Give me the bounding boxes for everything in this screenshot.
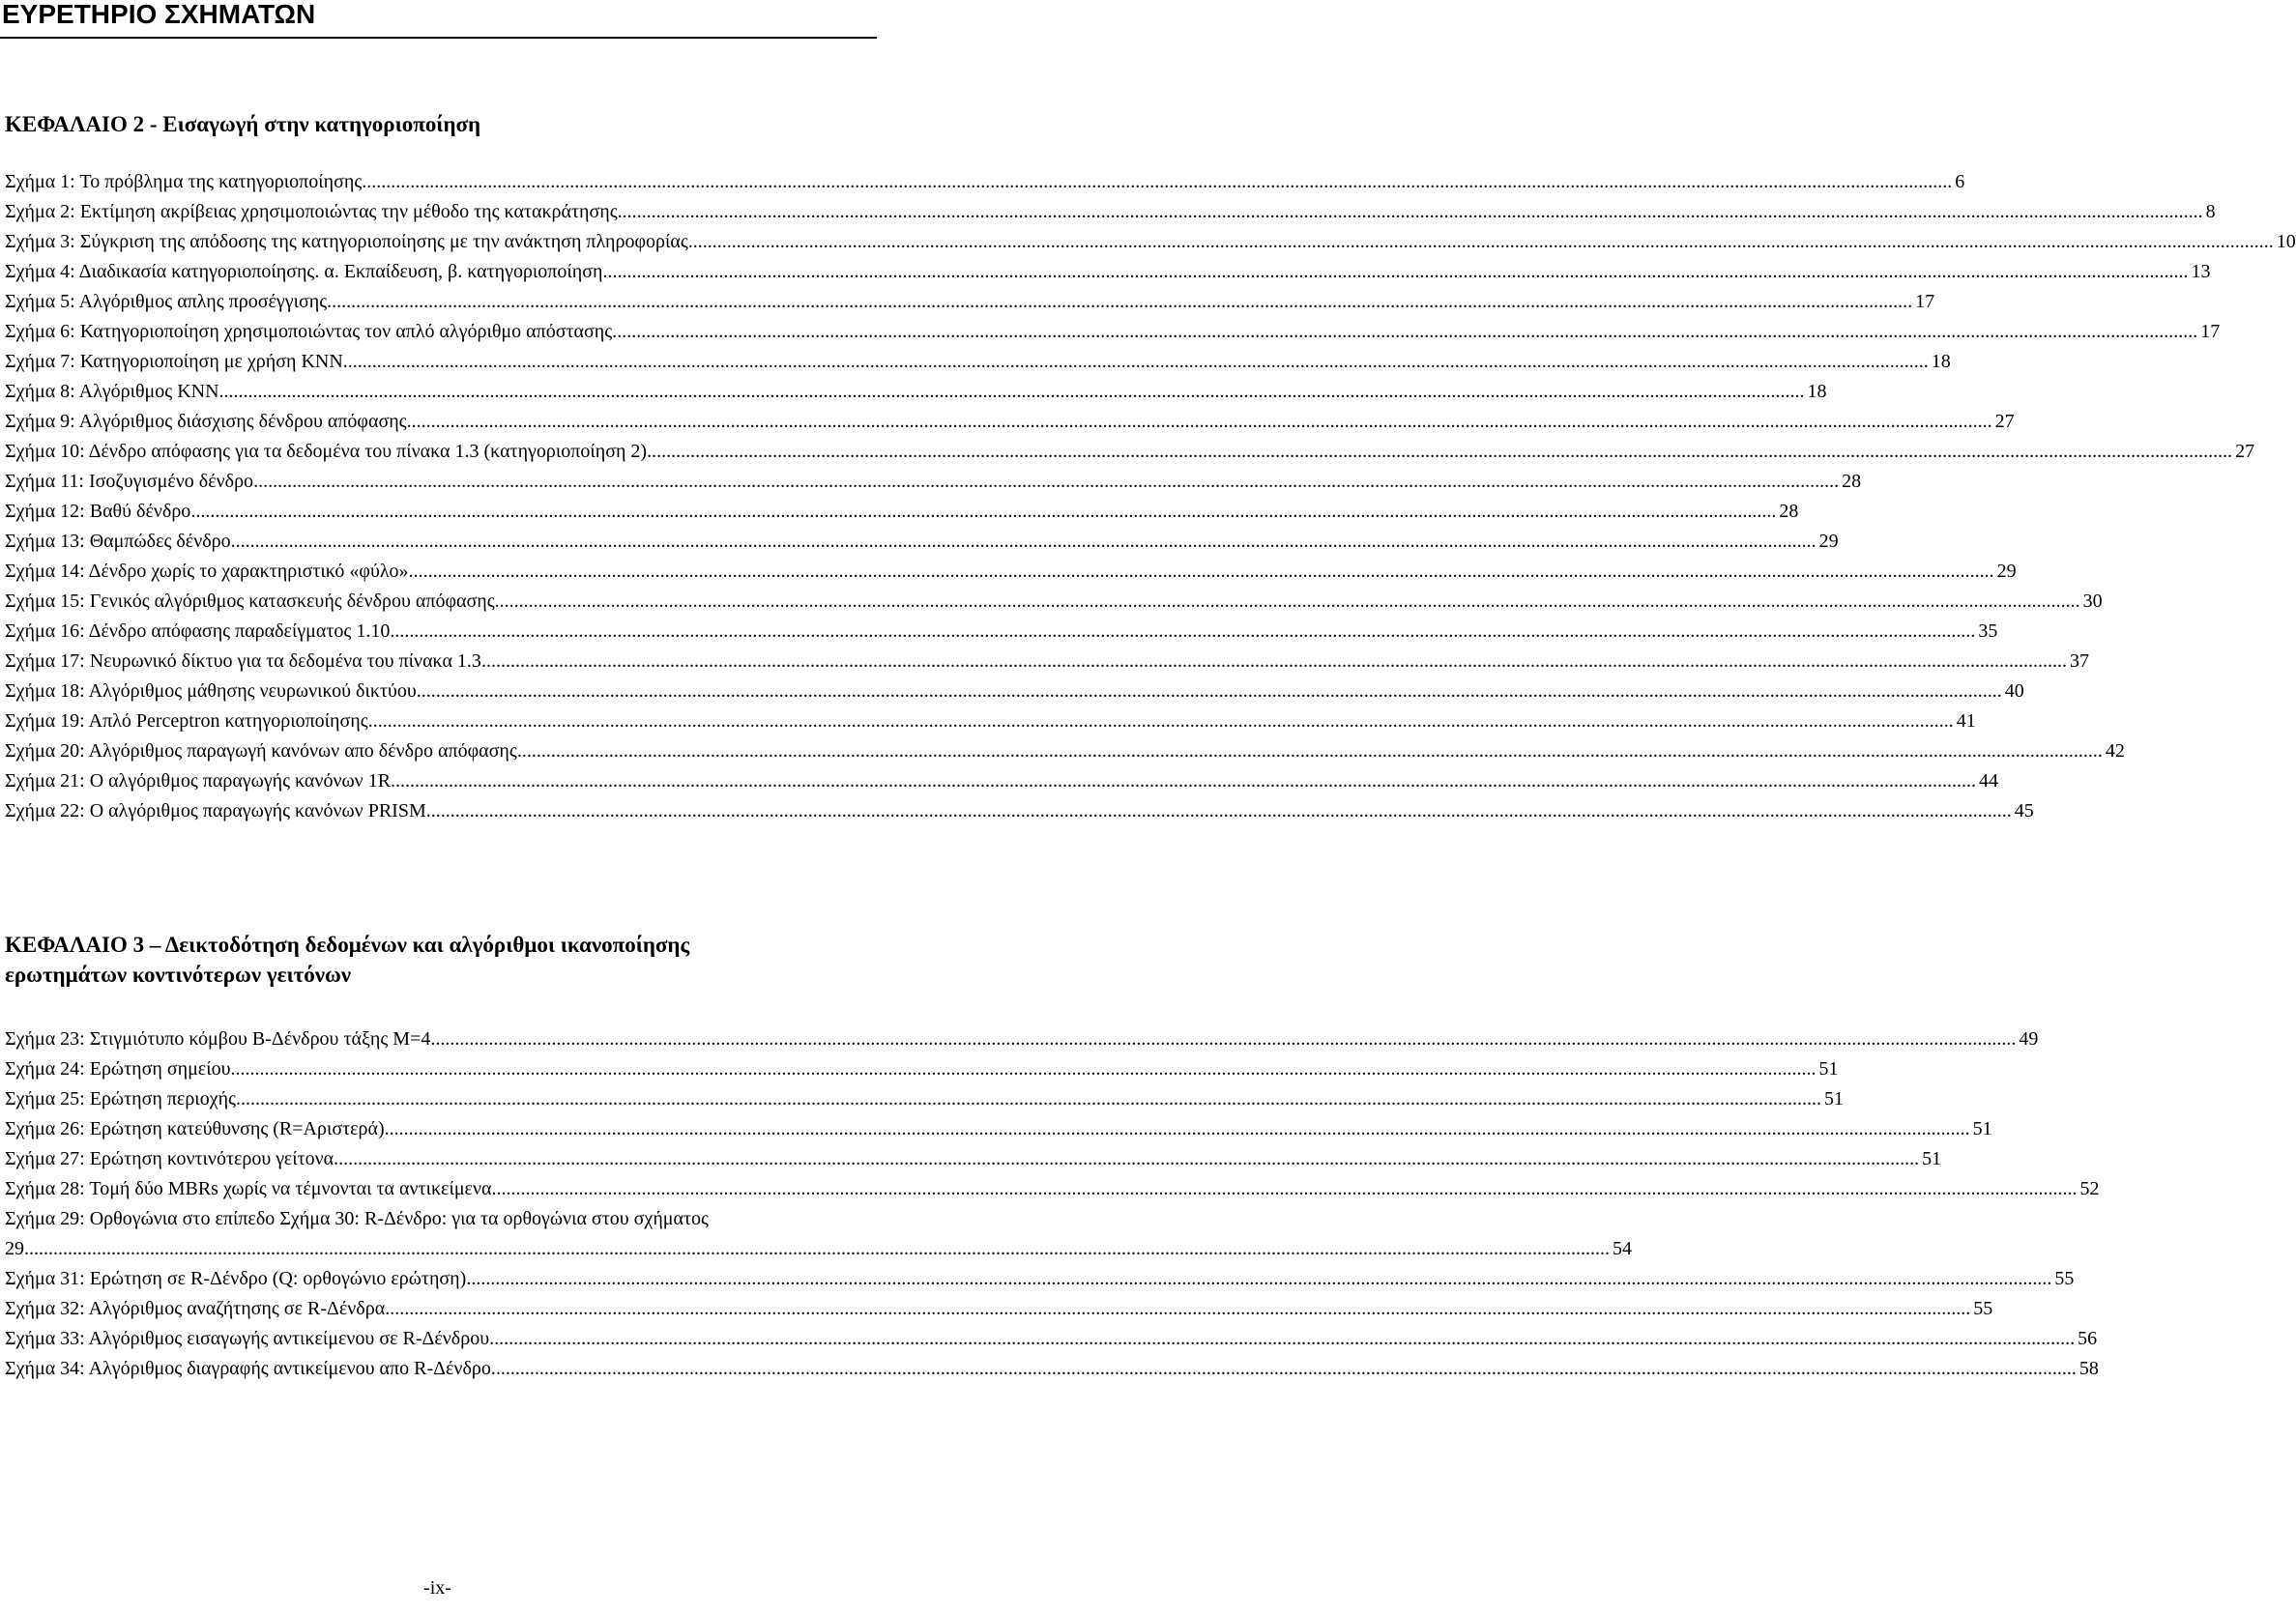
- toc-entry-text: Σχήμα 16: Δένδρο απόφασης παραδείγματος 1.10: [5, 620, 391, 642]
- toc-dot-leader: [612, 317, 2197, 347]
- toc-entry[interactable]: [5, 1054, 1839, 1084]
- toc-page-number: 51: [1823, 1088, 1844, 1110]
- toc-dot-leader: [385, 1114, 1970, 1144]
- toc-page-number: 27: [2235, 441, 2255, 462]
- toc-dot-leader: [334, 1144, 1919, 1174]
- toc-entry-text: Σχήμα 13: Θαμπώδες δένδρο: [5, 531, 231, 552]
- toc-page-number: 55: [1973, 1298, 1993, 1319]
- toc-page-number: 37: [2069, 650, 2089, 672]
- toc-entry-text: Σχήμα 6: Κατηγοριοποίηση χρησιμοποιώντας τον απλό αλγόριθμο απόστασης: [5, 321, 613, 342]
- toc-entry[interactable]: [5, 557, 2017, 587]
- toc-dot-leader: [24, 1234, 1610, 1264]
- toc-entry-text: Σχήμα 1: Το πρόβλημα της κατηγοριοποίησης.: [5, 171, 367, 192]
- toc-dot-leader: [236, 1084, 1821, 1114]
- toc-dot-leader: [495, 587, 2080, 617]
- toc-dot-leader: [602, 257, 2188, 287]
- toc-dot-leader: [407, 407, 1992, 437]
- chapter-3-figure-list-b: [5, 1264, 2099, 1384]
- chapter-3-wrapped-entry: [5, 1204, 1632, 1264]
- toc-entry-text: Σχήμα 17: Νευρωνικό δίκτυο για τα δεδομένα του πίνακα 1.3: [5, 650, 481, 672]
- toc-dot-leader: [391, 766, 1976, 796]
- toc-page-number: 29: [1818, 531, 1839, 552]
- toc-page-number: 52: [2079, 1178, 2100, 1199]
- toc-entry-text: Σχήμα 27: Ερώτηση κοντινότερου γείτονα: [5, 1148, 334, 1169]
- toc-page-number: 18: [1931, 351, 1951, 372]
- chapter-3-heading-line-2: ερωτημάτων κοντινότερων γειτόνων: [5, 963, 352, 987]
- toc-dot-leader: [409, 557, 1994, 587]
- toc-entry-text: Σχήμα 10: Δένδρο απόφασης για τα δεδομένα του πίνακα 1.3 (κατηγοριοποίηση 2): [5, 441, 648, 462]
- toc-entry[interactable]: [5, 227, 2296, 257]
- chapter-3-heading: [5, 930, 875, 990]
- toc-entry-text: Σχήμα 9: Αλγόριθμος διάσχισης δένδρου απόφασης: [5, 411, 407, 432]
- chapter-3-figure-list-a: [5, 1024, 2100, 1204]
- toc-entry[interactable]: [5, 497, 1799, 527]
- toc-page-number: 35: [1978, 620, 1998, 642]
- toc-page-number: 40: [2004, 680, 2024, 702]
- toc-entry[interactable]: [5, 167, 1965, 197]
- toc-entry-text: Σχήμα 7: Κατηγοριοποίηση με χρήση KNN: [5, 351, 343, 372]
- toc-entry-text: Σχήμα 5: Αλγόριθμος απλης προσέγγισης: [5, 291, 328, 312]
- toc-dot-leader: [231, 527, 1816, 557]
- toc-page-number: 29: [1996, 561, 2017, 582]
- chapter-2-figure-list: [5, 167, 2296, 826]
- toc-entry[interactable]: [5, 677, 2024, 706]
- toc-entry[interactable]: [5, 1084, 1844, 1114]
- toc-dot-leader: [489, 1324, 2075, 1354]
- toc-page-number: 30: [2082, 591, 2103, 612]
- toc-dot-leader: [618, 197, 2203, 227]
- page-number-footer: -ix-: [423, 1577, 451, 1599]
- page-title: ΕΥΡΕΤΗΡΙΟ ΣΧΗΜΑΤΩΝ: [0, 0, 877, 39]
- toc-entry[interactable]: [5, 706, 1976, 736]
- toc-entry[interactable]: [5, 407, 2015, 437]
- toc-dot-leader: [481, 647, 2067, 677]
- toc-entry[interactable]: [5, 617, 1998, 647]
- toc-entry[interactable]: [5, 467, 1862, 497]
- toc-page-number: 45: [2014, 800, 2034, 821]
- toc-page-number: 17: [2200, 321, 2221, 342]
- toc-dot-leader: [466, 1264, 2051, 1294]
- toc-entry-text: Σχήμα 22: Ο αλγόριθμος παραγωγής κανόνων PRISM: [5, 800, 426, 821]
- toc-entry[interactable]: [5, 647, 2089, 677]
- toc-entry[interactable]: [5, 1234, 1632, 1264]
- toc-dot-leader: [491, 1174, 2077, 1204]
- chapter-2-heading: ΚΕΦΑΛΑΙΟ 2 - Εισαγωγή στην κατηγοριοποίηση: [5, 112, 481, 136]
- toc-dot-leader: [491, 1354, 2077, 1384]
- toc-dot-leader: [366, 167, 1952, 197]
- toc-entry-text: Σχήμα 23: Στιγμιότυπο κόμβου B-Δένδρου τάξης M=4: [5, 1028, 431, 1050]
- toc-entry[interactable]: [5, 377, 1827, 407]
- toc-entry[interactable]: [5, 317, 2221, 347]
- toc-entry[interactable]: [5, 197, 2216, 227]
- toc-entry-text: Σχήμα 33: Αλγόριθμος εισαγωγής αντικείμενου σε R-Δένδρου: [5, 1328, 490, 1349]
- toc-dot-leader: [343, 347, 1929, 377]
- toc-entry-text: Σχήμα 12: Βαθύ δένδρο: [5, 501, 191, 522]
- toc-entry[interactable]: [5, 347, 1951, 377]
- toc-entry-text: Σχήμα 2: Εκτίμηση ακρίβειας χρησιμοποιώντας την μέθοδο της κατακράτησης: [5, 201, 618, 222]
- toc-page-number: 49: [2019, 1028, 2039, 1050]
- toc-entry[interactable]: [5, 1324, 2098, 1354]
- toc-entry[interactable]: [5, 587, 2103, 617]
- toc-entry[interactable]: [5, 766, 1999, 796]
- toc-dot-leader: [327, 287, 1912, 317]
- toc-entry-text: Σχήμα 24: Ερώτηση σημείου: [5, 1058, 231, 1080]
- toc-dot-leader: [190, 497, 1776, 527]
- toc-dot-leader: [417, 677, 2002, 706]
- toc-page-number: 8: [2205, 201, 2216, 222]
- toc-page-number: 51: [1922, 1148, 1942, 1169]
- toc-entry[interactable]: [5, 1174, 2100, 1204]
- toc-page-number: 13: [2191, 261, 2211, 282]
- toc-entry-text: Σχήμα 14: Δένδρο χωρίς το χαρακτηριστικό «φύλο»: [5, 561, 409, 582]
- toc-entry-text: Σχήμα 11: Ισοζυγισμένο δένδρο: [5, 471, 254, 492]
- toc-entry-text: Σχήμα 34: Αλγόριθμος διαγραφής αντικείμενου απο R-Δένδρο: [5, 1358, 491, 1379]
- toc-dot-leader: [688, 227, 2274, 257]
- toc-entry-text: Σχήμα 32: Αλγόριθμος αναζήτησης σε R-Δένδρα: [5, 1298, 386, 1319]
- toc-page-number: 56: [2078, 1328, 2098, 1349]
- toc-entry[interactable]: [5, 1144, 1942, 1174]
- toc-dot-leader: [647, 437, 2232, 467]
- toc-entry-text: Σχήμα 31: Ερώτηση σε R-Δένδρο (Q: ορθογώνιο ερώτηση): [5, 1268, 467, 1289]
- chapter-3-heading-line-1: ΚΕΦΑΛΑΙΟ 3 – Δεικτοδότηση δεδομένων και αλγόριθμοι ικανοποίησης: [5, 933, 690, 957]
- toc-dot-leader: [385, 1294, 1970, 1324]
- toc-entry-wrapped-line: Σχήμα 29: Ορθογώνια στο επίπεδο Σχήμα 30: R-Δένδρο: για τα ορθογώνια στου σχήματος: [5, 1208, 709, 1229]
- toc-dot-leader: [390, 617, 1975, 647]
- toc-page-number: 41: [1956, 710, 1976, 732]
- toc-entry-text: Σχήμα 18: Αλγόριθμος μάθησης νευρωνικού δικτύου: [5, 680, 417, 702]
- toc-page-number: 17: [1915, 291, 1935, 312]
- toc-entry[interactable]: [5, 796, 2034, 826]
- toc-entry-text: Σχήμα 26: Ερώτηση κατεύθυνσης (R=Αριστερά): [5, 1118, 385, 1139]
- toc-page-number: 10: [2276, 231, 2296, 252]
- toc-entry-text: Σχήμα 20: Αλγόριθμος παραγωγή κανόνων απο δένδρο απόφασης: [5, 740, 517, 762]
- toc-entry[interactable]: [5, 257, 2211, 287]
- toc-dot-leader: [230, 1054, 1816, 1084]
- toc-page-number: 55: [2054, 1268, 2075, 1289]
- toc-entry[interactable]: [5, 1114, 1992, 1144]
- toc-entry[interactable]: [5, 1264, 2075, 1294]
- toc-page-number: 18: [1807, 381, 1827, 402]
- toc-entry[interactable]: [5, 1024, 2039, 1054]
- toc-page-number: 51: [1818, 1058, 1839, 1080]
- toc-page-number: 58: [2078, 1358, 2099, 1379]
- toc-dot-leader: [253, 467, 1839, 497]
- toc-page-number: 54: [1613, 1238, 1632, 1259]
- toc-dot-leader: [368, 706, 1954, 736]
- toc-page-number: 44: [1979, 770, 1999, 792]
- toc-entry-text: Σχήμα 19: Απλό Perceptron κατηγοριοποίησης: [5, 710, 368, 732]
- toc-dot-leader: [219, 377, 1805, 407]
- toc-entry-text: Σχήμα 8: Αλγόριθμος KNN: [5, 381, 219, 402]
- toc-entry[interactable]: [5, 1294, 1993, 1324]
- toc-entry[interactable]: [5, 736, 2125, 766]
- toc-entry[interactable]: [5, 1354, 2099, 1384]
- toc-entry-text: Σχήμα 3: Σύγκριση της απόδοσης της κατηγοριοποίησης με την ανάκτηση πληροφορίας: [5, 231, 688, 252]
- toc-entry[interactable]: [5, 527, 1839, 557]
- toc-entry-text: Σχήμα 25: Ερώτηση περιοχής: [5, 1088, 236, 1110]
- toc-dot-leader: [426, 796, 2012, 826]
- toc-page-number: 42: [2105, 740, 2125, 762]
- toc-entry-text: Σχήμα 4: Διαδικασία κατηγοριοποίησης. α. Εκπαίδευση, β. κατηγοριοποίηση: [5, 261, 603, 282]
- toc-page-number: 28: [1779, 501, 1799, 522]
- toc-entry[interactable]: [5, 437, 2255, 467]
- toc-dot-leader: [430, 1024, 2016, 1054]
- toc-page-number: 6: [1955, 171, 1965, 192]
- toc-entry-text: Σχήμα 15: Γενικός αλγόριθμος κατασκευής δένδρου απόφασης: [5, 591, 495, 612]
- toc-page-number: 51: [1972, 1118, 1992, 1139]
- toc-page-number: 27: [1994, 411, 2015, 432]
- toc-entry-text: Σχήμα 28: Τομή δύο MBRs χωρίς να τέμνονται τα αντικείμενα: [5, 1178, 492, 1199]
- toc-dot-leader: [517, 736, 2103, 766]
- toc-page-number: 28: [1842, 471, 1862, 492]
- toc-entry[interactable]: [5, 287, 1935, 317]
- toc-entry-text: 29: [5, 1238, 24, 1259]
- toc-entry-text: Σχήμα 21: Ο αλγόριθμος παραγωγής κανόνων 1R: [5, 770, 392, 792]
